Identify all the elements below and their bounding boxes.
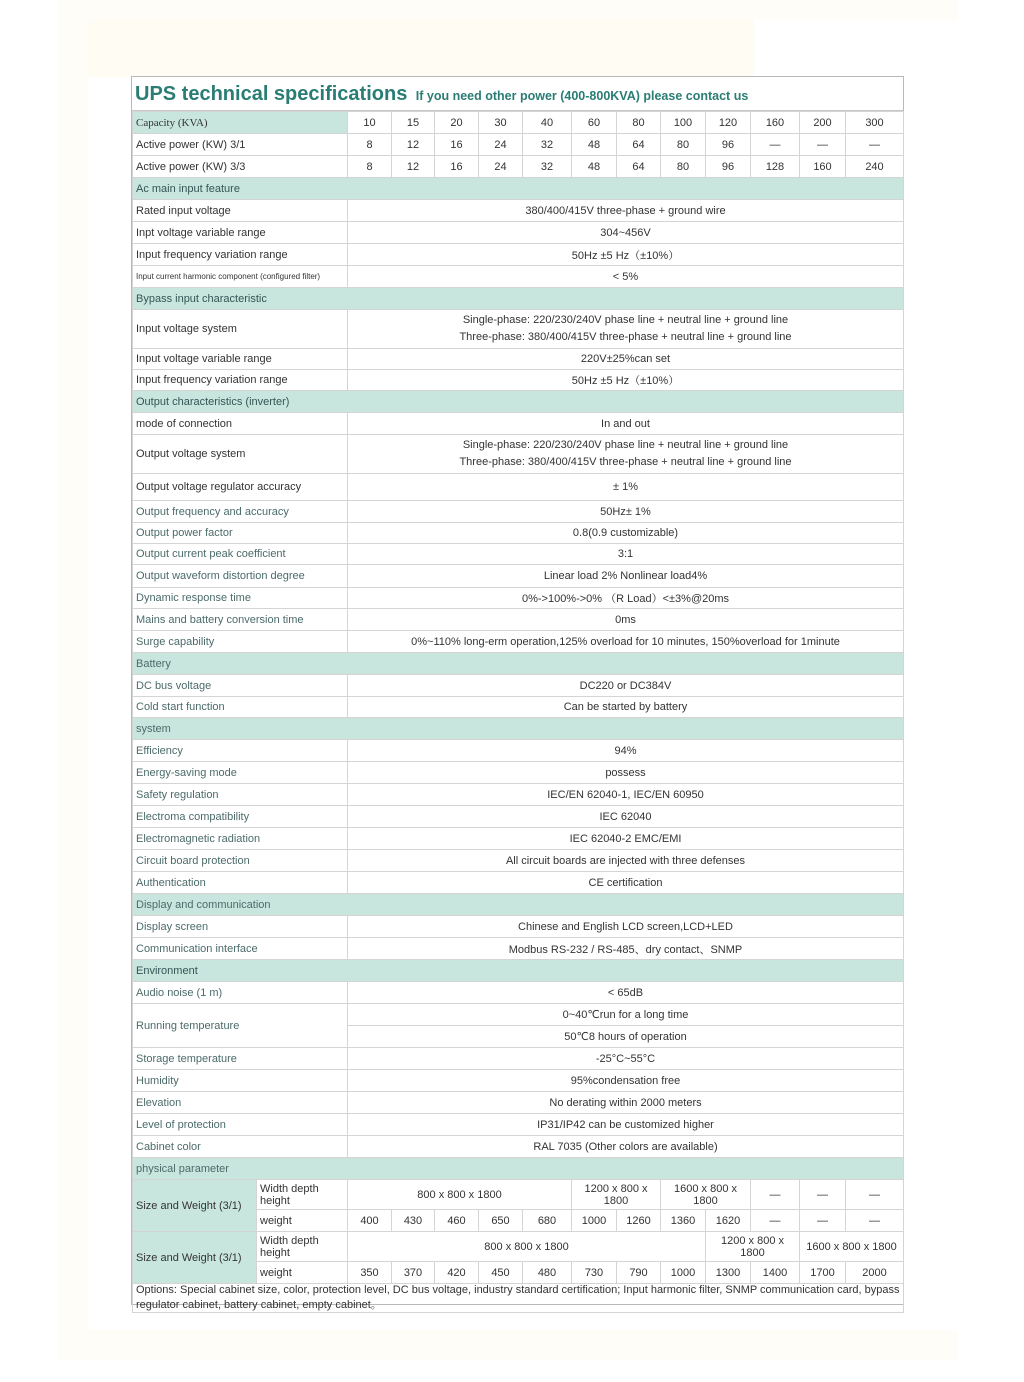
section-bypass	[133, 288, 904, 310]
spec-label: Cold start function	[133, 697, 348, 718]
spec-value-line: Three-phase: 380/400/415V three-phase + neutral line + ground line	[459, 456, 792, 468]
capacity-cell: 100	[661, 112, 706, 134]
section-title: Battery	[133, 653, 904, 675]
weight-cell: 650	[479, 1210, 523, 1232]
background-tint-bottom	[58, 1330, 958, 1360]
active-power-cell: 96	[706, 134, 751, 156]
spec-value: < 65dB	[348, 982, 904, 1004]
spec-value: CE certification	[348, 872, 904, 894]
capacity-cell: 80	[617, 112, 661, 134]
active-power-cell: 48	[572, 134, 617, 156]
spec-label: Output voltage system	[133, 435, 348, 474]
spec-value: 3:1	[348, 544, 904, 565]
section-battery	[133, 653, 904, 675]
spec-row	[133, 1004, 904, 1026]
spec-value: 304~456V	[348, 222, 904, 244]
spec-label: Running temperature	[133, 1004, 348, 1048]
spec-value: 50Hz± 1%	[348, 501, 904, 523]
active-power-cell: 12	[392, 156, 435, 178]
active-power-cell: —	[846, 134, 904, 156]
weight-cell: 400	[348, 1210, 392, 1232]
spec-value: 95%condensation free	[348, 1070, 904, 1092]
spec-label: Output current peak coefficient	[133, 544, 348, 565]
capacity-cell: 60	[572, 112, 617, 134]
spec-label: Electroma compatibility	[133, 806, 348, 828]
spec-row	[133, 200, 904, 222]
active-power-cell: 128	[751, 156, 800, 178]
spec-value: No derating within 2000 meters	[348, 1092, 904, 1114]
options-note-row	[133, 1284, 904, 1313]
spec-row	[133, 523, 904, 544]
spec-label: Level of protection	[133, 1114, 348, 1136]
wdh-value: 1600 x 800 x 1800	[800, 1232, 904, 1262]
weight-cell: 460	[435, 1210, 479, 1232]
spec-value: IP31/IP42 can be customized higher	[348, 1114, 904, 1136]
section-title: Bypass input characteristic	[133, 288, 904, 310]
page-title: UPS technical specifications	[135, 83, 408, 105]
spec-value: IEC/EN 62040-1, IEC/EN 60950	[348, 784, 904, 806]
spec-row	[133, 1114, 904, 1136]
spec-row	[133, 872, 904, 894]
size31-label: Size and Weight (3/1)	[133, 1180, 257, 1232]
spec-row	[133, 609, 904, 631]
spec-value: 50Hz ±5 Hz（±10%）	[348, 244, 904, 266]
spec-value: Can be started by battery	[348, 697, 904, 718]
spec-label: Dynamic response time	[133, 588, 348, 609]
spec-label: Surge capability	[133, 631, 348, 653]
wdh-value: 1200 x 800 x 1800	[706, 1232, 800, 1262]
spec-label: Input voltage variable range	[133, 349, 348, 370]
capacity-cell: 10	[348, 112, 392, 134]
spec-row	[133, 222, 904, 244]
active-power-cell: 12	[392, 134, 435, 156]
active-power-31-row	[133, 134, 904, 156]
wdh-label: Width depth height	[257, 1232, 348, 1262]
spec-value: 50℃8 hours of operation	[348, 1026, 904, 1048]
wdh-value: 1200 x 800 x 1800	[572, 1180, 661, 1210]
spec-row	[133, 474, 904, 501]
spec-value: Modbus RS-232 / RS-485、dry contact、SNMP	[348, 938, 904, 960]
spec-value: possess	[348, 762, 904, 784]
weight-cell: 1400	[751, 1262, 800, 1284]
spec-row	[133, 310, 904, 349]
spec-value-line: Three-phase: 380/400/415V three-phase + neutral line + ground line	[459, 331, 792, 343]
spec-label: Output waveform distortion degree	[133, 565, 348, 588]
capacity-cell: 15	[392, 112, 435, 134]
weight-cell: 1000	[661, 1262, 706, 1284]
spec-row	[133, 413, 904, 435]
spec-label: Storage temperature	[133, 1048, 348, 1070]
page-subtitle: If you need other power (400-800KVA) please contact us	[415, 89, 749, 103]
spec-row	[133, 501, 904, 523]
spec-value: 380/400/415V three-phase + ground wire	[348, 200, 904, 222]
spec-value: RAL 7035 (Other colors are available)	[348, 1136, 904, 1158]
spec-row	[133, 266, 904, 288]
active-power-cell: 8	[348, 156, 392, 178]
capacity-cell: 300	[846, 112, 904, 134]
capacity-row	[133, 112, 904, 134]
spec-label: Output voltage regulator accuracy	[133, 474, 348, 501]
spec-value: Linear load 2% Nonlinear load4%	[348, 565, 904, 588]
weight-cell: 2000	[846, 1262, 904, 1284]
spec-row	[133, 244, 904, 266]
spec-label: mode of connection	[133, 413, 348, 435]
spec-row	[133, 544, 904, 565]
section-output	[133, 391, 904, 413]
capacity-label: Capacity (KVA)	[133, 112, 348, 134]
spec-row	[133, 697, 904, 718]
spec-label: Efficiency	[133, 740, 348, 762]
active-power-cell: —	[751, 134, 800, 156]
spec-label: Humidity	[133, 1070, 348, 1092]
weight-cell: 730	[572, 1262, 617, 1284]
spec-row	[133, 631, 904, 653]
spec-label: Safety regulation	[133, 784, 348, 806]
spec-row	[133, 938, 904, 960]
spec-row	[133, 370, 904, 391]
weight-label: weight	[257, 1262, 348, 1284]
wdh-value: 800 x 800 x 1800	[348, 1180, 572, 1210]
active-power-33-row	[133, 156, 904, 178]
section-title: Display and communication	[133, 894, 904, 916]
capacity-cell: 120	[706, 112, 751, 134]
wdh-value: —	[751, 1180, 800, 1210]
wdh-value: —	[846, 1180, 904, 1210]
size33-wdh-row	[133, 1232, 904, 1262]
spec-row	[133, 1048, 904, 1070]
spec-value: 50Hz ±5 Hz（±10%）	[348, 370, 904, 391]
spec-label: Rated input voltage	[133, 200, 348, 222]
spec-value: DC220 or DC384V	[348, 675, 904, 697]
spec-row	[133, 762, 904, 784]
active-power-cell: 32	[523, 156, 572, 178]
capacity-cell: 20	[435, 112, 479, 134]
spec-label: Circuit board protection	[133, 850, 348, 872]
spec-value-line: Single-phase: 220/230/240V phase line + neutral line + ground line	[462, 439, 789, 451]
weight-cell: 680	[523, 1210, 572, 1232]
spec-value: In and out	[348, 413, 904, 435]
weight-cell: 1360	[661, 1210, 706, 1232]
spec-value: 0ms	[348, 609, 904, 631]
spec-row	[133, 1092, 904, 1114]
spec-label: Display screen	[133, 916, 348, 938]
wdh-label: Width depth height	[257, 1180, 348, 1210]
spec-table	[132, 111, 904, 1313]
active-power-cell: 96	[706, 156, 751, 178]
weight-cell: —	[751, 1210, 800, 1232]
spec-value: 0.8(0.9 customizable)	[348, 523, 904, 544]
section-title: Output characteristics (inverter)	[133, 391, 904, 413]
spec-row	[133, 828, 904, 850]
spec-value	[348, 435, 904, 474]
active-power-cell: 8	[348, 134, 392, 156]
weight-cell: —	[846, 1210, 904, 1232]
spec-label: Input frequency variation range	[133, 244, 348, 266]
spec-label: Input frequency variation range	[133, 370, 348, 391]
spec-value	[348, 310, 904, 349]
spec-row	[133, 784, 904, 806]
spec-label: Communication interface	[133, 938, 348, 960]
capacity-cell: 200	[800, 112, 846, 134]
capacity-cell: 30	[479, 112, 523, 134]
spec-row	[133, 740, 904, 762]
spec-row	[133, 916, 904, 938]
section-physical	[133, 1158, 904, 1180]
weight-cell: 350	[348, 1262, 392, 1284]
weight-cell: —	[800, 1210, 846, 1232]
section-title: Ac main input feature	[133, 178, 904, 200]
spec-label: Cabinet color	[133, 1136, 348, 1158]
wdh-value: 800 x 800 x 1800	[348, 1232, 706, 1262]
section-display	[133, 894, 904, 916]
section-ac-main	[133, 178, 904, 200]
section-title: physical parameter	[133, 1158, 904, 1180]
spec-label: Mains and battery conversion time	[133, 609, 348, 631]
background-tint-band	[58, 20, 754, 78]
spec-row	[133, 850, 904, 872]
spec-label: Output power factor	[133, 523, 348, 544]
wdh-value: —	[800, 1180, 846, 1210]
spec-value: 0~40℃run for a long time	[348, 1004, 904, 1026]
spec-value: 220V±25%can set	[348, 349, 904, 370]
active-power-cell: 80	[661, 156, 706, 178]
spec-sheet	[131, 76, 904, 1311]
spec-row	[133, 982, 904, 1004]
background-tint-left	[58, 20, 88, 1360]
active-power-cell: 64	[617, 134, 661, 156]
spec-value: IEC 62040-2 EMC/EMI	[348, 828, 904, 850]
active-power-cell: 80	[661, 134, 706, 156]
active-power-cell: 64	[617, 156, 661, 178]
active-power-31-label: Active power (KW) 3/1	[133, 134, 348, 156]
weight-cell: 1000	[572, 1210, 617, 1232]
spec-value-line: Single-phase: 220/230/240V phase line + neutral line + ground line	[462, 314, 789, 326]
title-row	[132, 77, 903, 111]
weight-cell: 430	[392, 1210, 435, 1232]
active-power-cell: 24	[479, 156, 523, 178]
spec-value: 0%->100%->0% （R Load）<±3%@20ms	[348, 588, 904, 609]
spec-value: -25°C~55°C	[348, 1048, 904, 1070]
spec-label: Inpt voltage variable range	[133, 222, 348, 244]
spec-row	[133, 675, 904, 697]
section-system	[133, 718, 904, 740]
spec-label: Input current harmonic component (configured filter)	[133, 266, 348, 288]
active-power-cell: 32	[523, 134, 572, 156]
weight-cell: 480	[523, 1262, 572, 1284]
spec-row	[133, 1070, 904, 1092]
size33-label: Size and Weight (3/1)	[133, 1232, 257, 1284]
spec-value: 94%	[348, 740, 904, 762]
background-tint-top	[58, 0, 958, 20]
section-title: system	[133, 718, 904, 740]
weight-cell: 1300	[706, 1262, 751, 1284]
weight-cell: 370	[392, 1262, 435, 1284]
spec-label: Input voltage system	[133, 310, 348, 349]
spec-row	[133, 806, 904, 828]
active-power-cell: —	[800, 134, 846, 156]
spec-row	[133, 349, 904, 370]
active-power-cell: 160	[800, 156, 846, 178]
spec-row	[133, 565, 904, 588]
capacity-cell: 40	[523, 112, 572, 134]
spec-value: All circuit boards are injected with three defenses	[348, 850, 904, 872]
spec-label: Output frequency and accuracy	[133, 501, 348, 523]
active-power-cell: 16	[435, 134, 479, 156]
spec-value: IEC 62040	[348, 806, 904, 828]
spec-label: DC bus voltage	[133, 675, 348, 697]
spec-label: Authentication	[133, 872, 348, 894]
spec-value: ± 1%	[348, 474, 904, 501]
weight-cell: 790	[617, 1262, 661, 1284]
weight-cell: 1620	[706, 1210, 751, 1232]
section-environment	[133, 960, 904, 982]
weight-cell: 1260	[617, 1210, 661, 1232]
spec-value: 0%~110% long-erm operation,125% overload for 10 minutes, 150%overload for 1minute	[348, 631, 904, 653]
spec-label: Electromagnetic radiation	[133, 828, 348, 850]
weight-cell: 420	[435, 1262, 479, 1284]
spec-row	[133, 435, 904, 474]
options-note: Options: Special cabinet size, color, protection level, DC bus voltage, industry standard certification; Input harmonic filter, SNMP communication card, bypass regulator cabinet, battery cabinet, empty cabinet。	[133, 1284, 904, 1313]
weight-label: weight	[257, 1210, 348, 1232]
active-power-33-label: Active power (KW) 3/3	[133, 156, 348, 178]
weight-cell: 1700	[800, 1262, 846, 1284]
active-power-cell: 240	[846, 156, 904, 178]
weight-cell: 450	[479, 1262, 523, 1284]
spec-row	[133, 588, 904, 609]
active-power-cell: 24	[479, 134, 523, 156]
spec-value: < 5%	[348, 266, 904, 288]
capacity-cell: 160	[751, 112, 800, 134]
active-power-cell: 48	[572, 156, 617, 178]
spec-value: Chinese and English LCD screen,LCD+LED	[348, 916, 904, 938]
spec-label: Audio noise (1 m)	[133, 982, 348, 1004]
size31-wdh-row	[133, 1180, 904, 1210]
wdh-value: 1600 x 800 x 1800	[661, 1180, 751, 1210]
active-power-cell: 16	[435, 156, 479, 178]
section-title: Environment	[133, 960, 904, 982]
spec-label: Elevation	[133, 1092, 348, 1114]
spec-label: Energy-saving mode	[133, 762, 348, 784]
spec-row	[133, 1136, 904, 1158]
